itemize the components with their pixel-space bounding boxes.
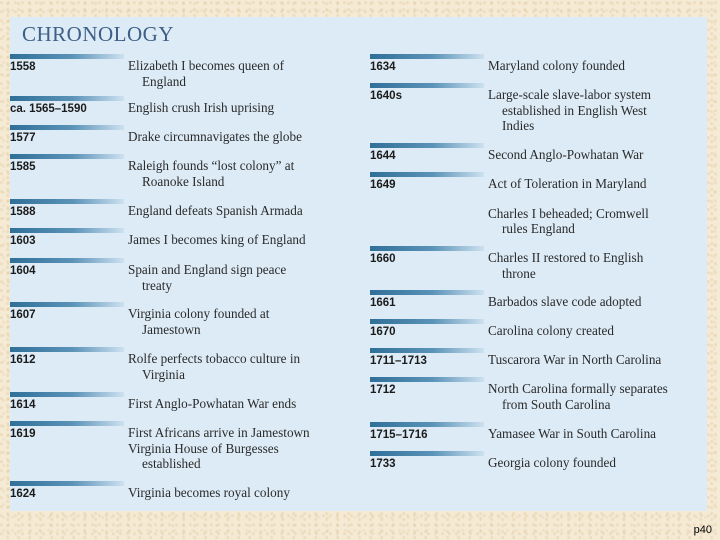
entry-year: 1612 (10, 354, 36, 366)
entry-year: 1614 (10, 399, 36, 411)
entry-year: 1649 (370, 179, 396, 191)
year-bar (10, 228, 124, 233)
right-column (370, 17, 710, 511)
entry-year: 1624 (10, 488, 36, 500)
entry-year: 1670 (370, 326, 396, 338)
entry-year: ca. 1565–1590 (10, 103, 87, 115)
entry-year: 1661 (370, 297, 396, 309)
entry-year: 1604 (10, 265, 36, 277)
entry-event: Virginia colony founded at Jamestown (128, 306, 270, 337)
entry-event: Virginia becomes royal colony (128, 485, 290, 500)
entry-event: Tuscarora War in North Carolina (488, 352, 662, 367)
entry-event: English crush Irish uprising (128, 100, 275, 115)
chronology-title: CHRONOLOGY (22, 22, 174, 46)
year-bar (10, 302, 124, 307)
entry-year: 1603 (10, 235, 36, 247)
year-bar (370, 348, 484, 353)
year-bar (370, 290, 484, 295)
entry-event: First Anglo-Powhatan War ends (128, 396, 297, 411)
entry-year: 1558 (10, 61, 36, 73)
entry-year: 1644 (370, 150, 396, 162)
entry-year: 1711–1713 (370, 355, 427, 367)
entry-year: 1607 (10, 309, 36, 321)
year-bar (10, 96, 124, 101)
year-bar (10, 421, 124, 426)
year-bar (370, 143, 484, 148)
entry-year: 1715–1716 (370, 429, 428, 441)
year-bar (10, 258, 124, 263)
year-bar (370, 377, 484, 382)
entry-year: 1640s (370, 90, 402, 102)
year-bar (370, 172, 484, 177)
year-bar (370, 83, 484, 88)
entry-event: England defeats Spanish Armada (128, 203, 303, 218)
page-number: p40 (693, 524, 712, 536)
year-bar (10, 481, 124, 486)
year-bar (10, 54, 124, 59)
entry-event: Second Anglo-Powhatan War (488, 147, 644, 162)
entry-year: 1733 (370, 458, 396, 470)
year-bar (10, 154, 124, 159)
year-bar (370, 54, 484, 59)
entry-event: First Africans arrive in Jamestown Virginia House of Burgesses established (128, 425, 310, 471)
entry-event: Rolfe perfects tobacco culture in Virginia (128, 351, 301, 382)
year-bar (370, 451, 484, 456)
entry-year: 1634 (370, 61, 396, 73)
entry-event: Georgia colony founded (488, 455, 616, 470)
entry-event: Large-scale slave-labor system established in English West Indies (488, 87, 652, 133)
entry-year: 1577 (10, 132, 36, 144)
entry-year: 1619 (10, 428, 36, 440)
entry-year: 1585 (10, 161, 36, 173)
left-column (10, 17, 350, 511)
year-bar (10, 199, 124, 204)
entry-event: Barbados slave code adopted (488, 294, 642, 309)
year-bar (10, 392, 124, 397)
entry-event: Yamasee War in South Carolina (488, 426, 657, 441)
entry-event: Drake circumnavigates the globe (128, 129, 302, 144)
entry-year: 1660 (370, 253, 396, 265)
entry-event: Maryland colony founded (488, 58, 625, 73)
year-bar (10, 125, 124, 130)
entry-event: Carolina colony created (488, 323, 614, 338)
entry-event: Spain and England sign peace treaty (128, 262, 287, 293)
entry-event: James I becomes king of England (128, 232, 306, 247)
entry-event: North Carolina formally separates from South Carolina (488, 381, 668, 412)
year-bar (370, 319, 484, 324)
entry-event: Raleigh founds “lost colony” at Roanoke Island (128, 158, 295, 189)
entry-year: 1712 (370, 384, 396, 396)
chronology-panel (10, 17, 707, 511)
entry-event: Elizabeth I becomes queen of England (128, 58, 284, 89)
entry-year: 1588 (10, 206, 36, 218)
year-bar (370, 246, 484, 251)
entry-event: Act of Toleration in Maryland Charles I beheaded; Cromwell rules England (488, 176, 649, 236)
entry-event: Charles II restored to English throne (488, 250, 644, 281)
year-bar (370, 422, 484, 427)
year-bar (10, 347, 124, 352)
